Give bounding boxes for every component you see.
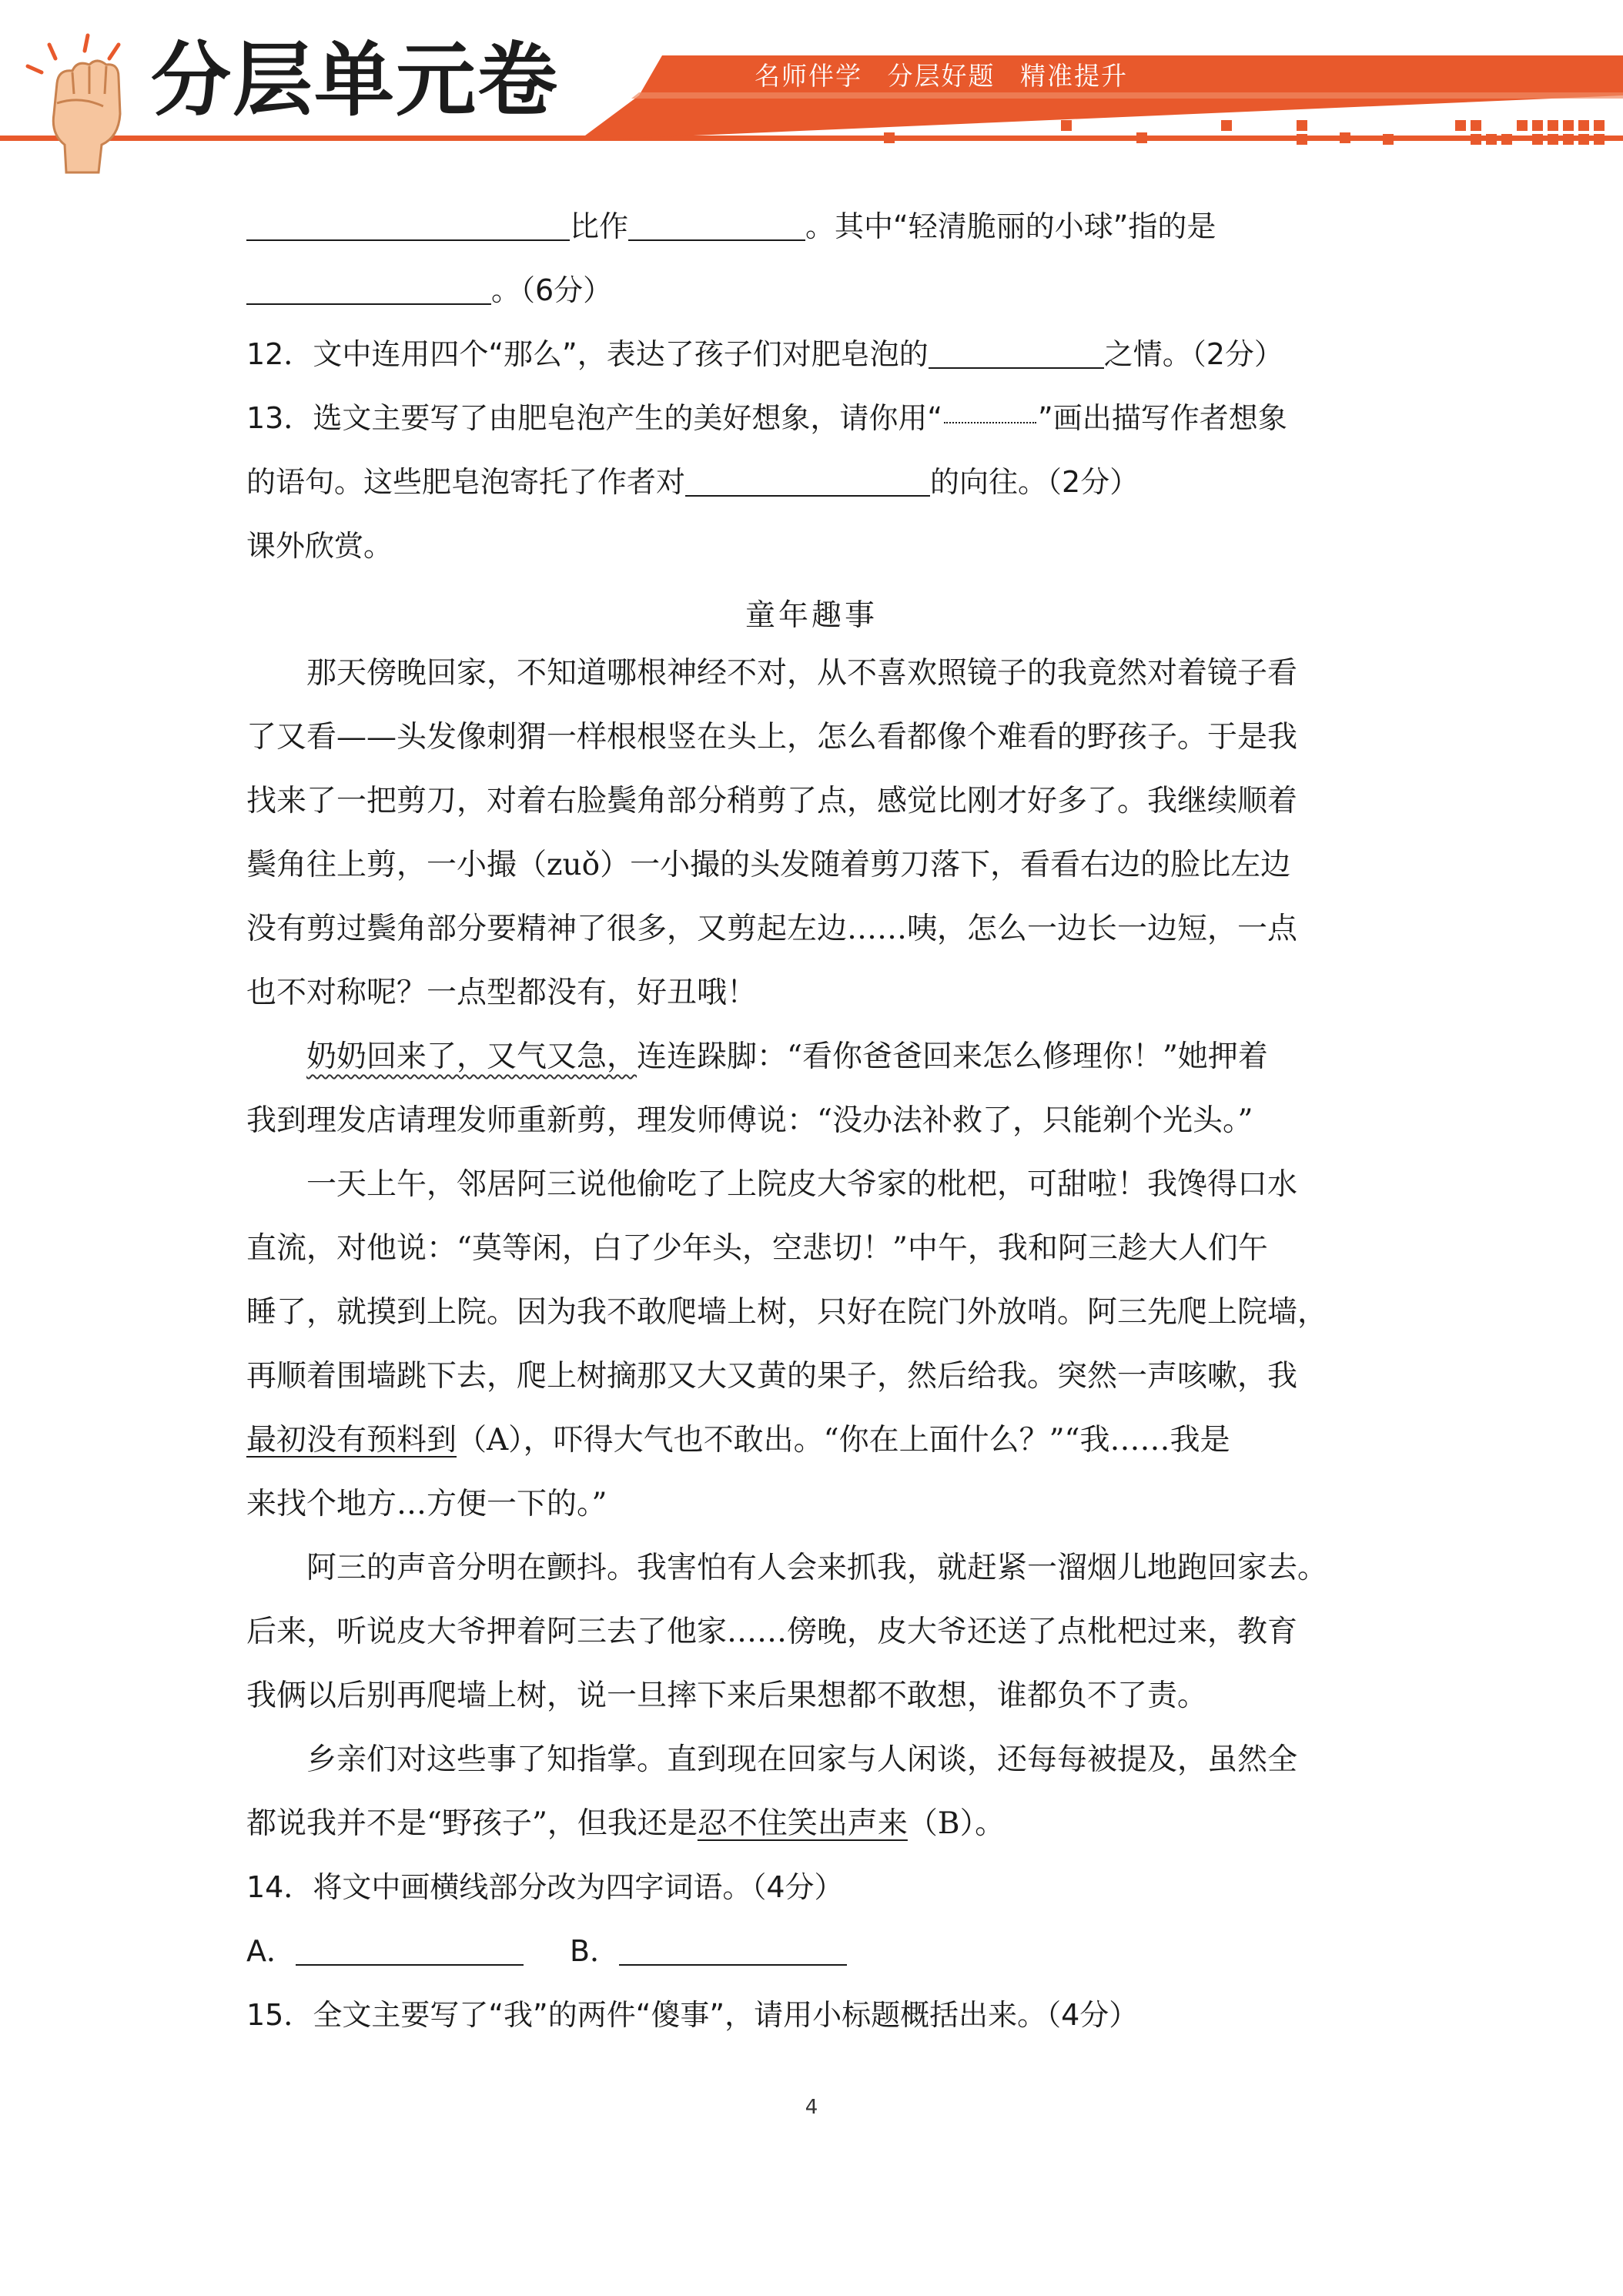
paragraph-line: 最初没有预料到（A），吓得大气也不敢出。“你在上面什么？”“我……我是 (246, 1423, 1230, 1458)
underlined-phrase-b: 忍不住笑出声来 (697, 1806, 908, 1841)
answer-blank[interactable] (246, 212, 570, 241)
underlined-phrase-a: 最初没有预料到 (246, 1423, 457, 1458)
question-11-line-1: 比作 。其中“轻清脆丽的小球”指的是 (246, 209, 1216, 245)
paragraph-line: 来找个地方…方便一下的。” (246, 1487, 607, 1521)
paragraph-line: 奶奶回来了，又气又急，连连跺脚：“看你爸爸回来怎么修理你！”她押着 (306, 1039, 1268, 1074)
question-14: 14．将文中画横线部分改为四字词语。（4分） (246, 1870, 844, 1904)
paragraph-line: 了又看——头发像刺猬一样根根竖在头上，怎么看都像个难看的野孩子。于是我 (246, 720, 1298, 755)
answer-blank[interactable] (246, 276, 491, 305)
paragraph-line: 那天傍晚回家，不知道哪根神经不对，从不喜欢照镜子的我竟然对着镜子看 (306, 656, 1298, 691)
paragraph-line: 找来了一把剪刀，对着右脸鬓角部分稍剪了点，感觉比刚才好多了。我继续顺着 (246, 784, 1298, 818)
question-14-answers: A． B． (246, 1934, 847, 1970)
paragraph-line: 睡了，就摸到上院。因为我不敢爬墙上树，只好在院门外放哨。阿三先爬上院墙， (246, 1295, 1328, 1330)
answer-blank[interactable] (685, 467, 930, 497)
paragraph-line: 乡亲们对这些事了知指掌。直到现在回家与人闲谈，还每每被提及，虽然全 (306, 1742, 1298, 1777)
paragraph-line: 都说我并不是“野孩子”，但我还是忍不住笑出声来（B）。 (246, 1806, 1006, 1841)
question-11-line-2: 。（6分） (246, 273, 612, 309)
question-13-line-2: 的语句。这些肥皂泡寄托了作者对 的向往。（2分） (246, 465, 1139, 499)
brand-title: 分层单元卷 (151, 33, 560, 127)
paragraph-line: 鬓角往上剪，一小撮（zuǒ）一小撮的头发随着剪刀落下，看看右边的脸比左边 (246, 848, 1291, 882)
paragraph-line: 我到理发店请理发师重新剪，理发师傅说：“没办法补救了，只能剃个光头。” (246, 1103, 1253, 1138)
paragraph-line: 阿三的声音分明在颤抖。我害怕有人会来抓我，就赶紧一溜烟儿地跑回家去。 (306, 1551, 1328, 1585)
paragraph-line: 再顺着围墙跳下去，爬上树摘那又大又黄的果子，然后给我。突然一声咳嗽，我 (246, 1359, 1298, 1394)
section-label: 课外欣赏。 (246, 529, 393, 563)
answer-blank[interactable] (929, 340, 1104, 369)
wavy-line-symbol (944, 407, 1036, 423)
question-12: 12．文中连用四个“那么”，表达了孩子们对肥皂泡的 之情。（2分） (246, 337, 1283, 371)
answer-blank-b[interactable] (619, 1936, 847, 1966)
answer-blank-a[interactable] (296, 1936, 524, 1966)
page-number: 4 (805, 2096, 818, 2119)
paragraph-line: 直流，对他说：“莫等闲，白了少年头，空悲切！”中午，我和阿三趁大人们午 (246, 1231, 1268, 1266)
paragraph-line: 也不对称呢？一点型都没有，好丑哦！ (246, 976, 758, 1010)
slogan: 名师伴学 分层好题 精准提升 (755, 61, 1128, 91)
answer-blank[interactable] (628, 212, 805, 241)
paragraph-line: 一天上午，邻居阿三说他偷吃了上院皮大爷家的枇杷，可甜啦！我馋得口水 (306, 1167, 1298, 1202)
paragraph-line: 后来，听说皮大爷押着阿三去了他家……傍晚，皮大爷还送了点枇杷过来，教育 (246, 1615, 1298, 1649)
story-title: 童年趣事 (745, 598, 878, 633)
wavy-underlined-text: 奶奶回来了，又气又急， (306, 1039, 637, 1074)
question-15: 15．全文主要写了“我”的两件“傻事”，请用小标题概括出来。（4分） (246, 1998, 1139, 2032)
question-13-line-1: 13．选文主要写了由肥皂泡产生的美好想象，请你用“ ”画出描写作者想象 (246, 401, 1287, 435)
paragraph-line: 没有剪过鬓角部分要精神了很多，又剪起左边……咦，怎么一边长一边短，一点 (246, 912, 1298, 946)
paragraph-line: 我俩以后别再爬墙上树，说一旦摔下来后果想都不敢想，谁都负不了责。 (246, 1678, 1208, 1713)
